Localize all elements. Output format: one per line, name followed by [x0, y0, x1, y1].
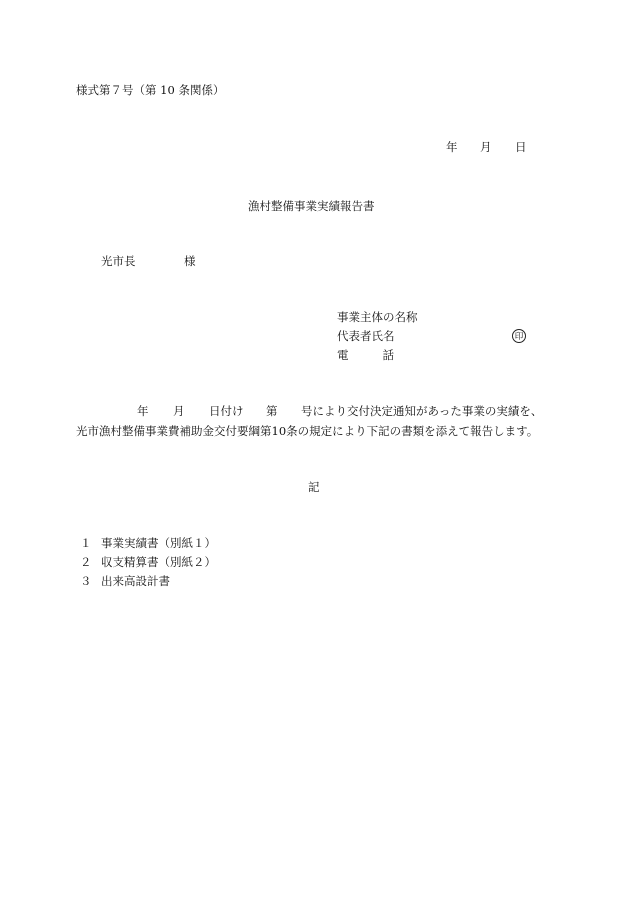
body-line1-rest: 号により交付決定通知があった事業の実績を、 [301, 404, 543, 418]
body-dated-label: 日付け [209, 404, 244, 418]
body-year-label: 年 [137, 404, 149, 418]
document-title: 漁村整備事業実績報告書 [248, 199, 375, 213]
phone-label-char-1: 電 [337, 348, 349, 362]
date-year-label: 年 [446, 140, 458, 154]
body-month-label: 月 [173, 404, 185, 418]
addressee-honorific: 様 [184, 254, 196, 268]
date-day-label: 日 [515, 140, 527, 154]
seal-icon: 印 [512, 329, 526, 343]
list-item-number: ３ [80, 574, 92, 588]
applicant-name-label: 事業主体の名称 [337, 310, 418, 324]
list-item-label: 出来高設計書 [101, 574, 170, 588]
phone-label [337, 350, 394, 362]
list-item-number: ２ [80, 555, 92, 569]
body-line2: 光市漁村整備事業費補助金交付要綱第10条の規定により下記の書類を添えて報告します。 [76, 424, 539, 438]
list-item-number: １ [80, 536, 92, 550]
list-item [80, 576, 170, 588]
ki-heading: 記 [308, 480, 320, 494]
body-number-prefix: 第 [266, 404, 278, 418]
list-item [80, 557, 216, 569]
list-item-label: 収支精算書（別紙２） [101, 555, 216, 569]
addressee-name: 光市長 [101, 254, 136, 268]
representative-name-label: 代表者氏名 [337, 329, 395, 343]
form-number: 様式第７号（第 10 条関係） [76, 83, 225, 97]
list-item [80, 538, 216, 550]
phone-label-char-2: 話 [382, 348, 394, 362]
date-month-label: 月 [480, 140, 492, 154]
list-item-label: 事業実績書（別紙１） [101, 536, 216, 550]
